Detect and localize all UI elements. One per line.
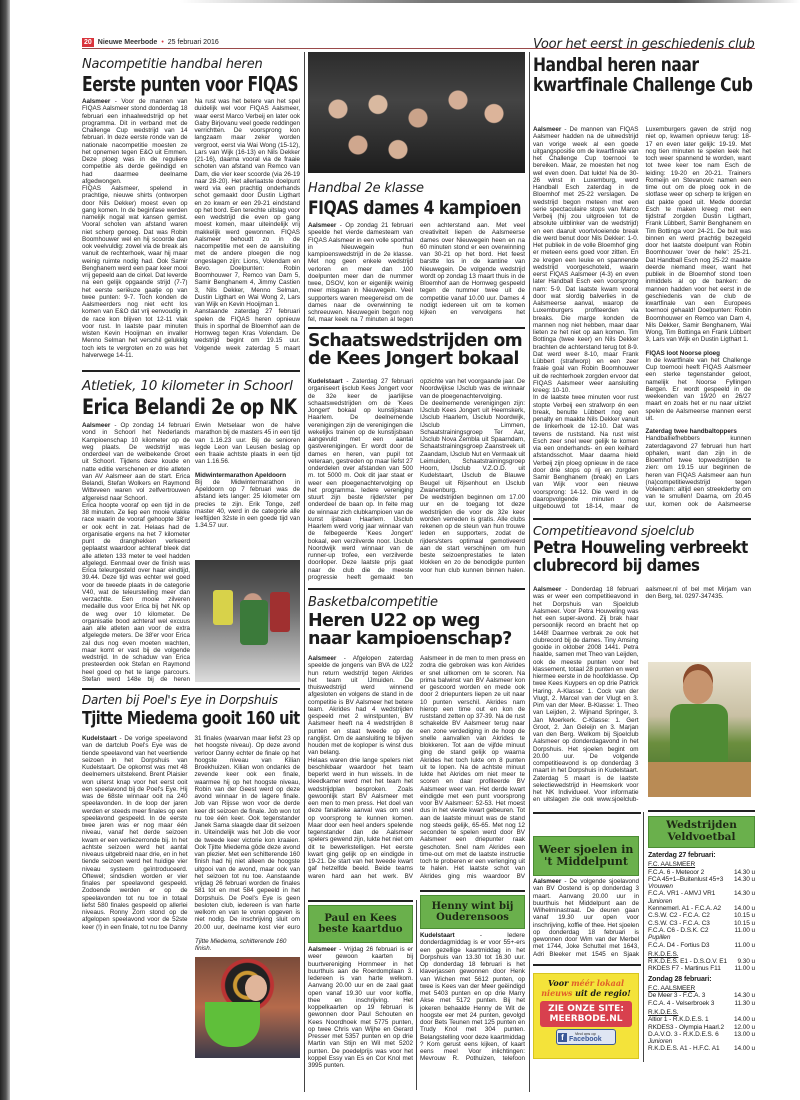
column-divider: [643, 812, 644, 1062]
fixtures-list: [648, 849, 755, 1053]
facebook-icon: f: [558, 1033, 567, 1042]
fixture-time: 11.00 u: [734, 926, 755, 934]
divider: [308, 588, 525, 590]
fixture-category: Vrouwen: [648, 883, 673, 891]
fixture-row: [648, 1016, 755, 1023]
headline-box: [648, 816, 755, 848]
divider: [308, 900, 413, 902]
headline: Tjitte Miedema gooit 160 uit: [82, 708, 300, 729]
fixture-time: 11.00 u: [734, 941, 755, 949]
divider: [533, 518, 751, 520]
fixture-row: [648, 1000, 755, 1007]
team-photo: [308, 52, 525, 173]
fixture-match: F.C.A. VR1 - AMVJ VR1: [648, 890, 716, 898]
fixture-time: 12.00 u: [734, 1023, 755, 1031]
fixture-match: F.C.A. 6 - Meteoor 2: [648, 868, 705, 876]
fixture-row: [648, 965, 755, 972]
dateline: Kudelstaart: [420, 932, 455, 939]
paragraph: - Zaterdag 27 februari organiseert ijsclub Kees Jongert voor de 32e keer de jaarlijkse schaatswedstrijden om de 'Kees Jongert' bokaal op kunstijsbaan Haarlem. De deelnemende verenigingen zijn de verenigingen die wekelijks trainen op de kunstijsbaan aangevuld met een aantal gastverenigingen. Er wordt door de dames en heren, van pupil tot veteraan, gestreden op maar liefst 27 onderdelen over afstanden van 500 m. tot 5000 m. Ook dit jaar staat er weer een ploegenachtervolging op het programma. Iedere vereniging stuurt zijn beste rijder/ster per onderdeel de baan op. In feite mag de winnaar zich clubkampioen van de kunst ijsbaan Haarlem. IJsclub Haarlem werd vorig jaar winnaar van de felbegeerde 'Kees Jongert' bokaal, een verzilverde noor. IJsclub Noordwijk werd winnaar van de runner-up trofee, een verzilverde dooriloper. Deze laatste prijs gaat naar de club die de meeste progressie heeft gemaakt ten opzichte van het voorgaande jaar. De Noordwijkse IJsclub was de winnaar van de ploegenachtervolging.: [308, 378, 525, 581]
fixture-time: 14.00 u: [734, 1016, 755, 1024]
website-banner[interactable]: [540, 1001, 632, 1027]
fixture-time: 13.00 u: [734, 1030, 755, 1038]
scan-edge: [0, 0, 10, 1100]
headline-box: [533, 836, 639, 876]
article-body: [533, 126, 751, 516]
fixture-category: Pupillen: [648, 934, 671, 942]
runner-shirt: [240, 600, 268, 645]
team-faces: [318, 82, 518, 172]
dateline: Aalsmeer: [308, 655, 337, 662]
article-body: [82, 422, 190, 684]
fixture-match: RKDES3 - Olympia Haarl.2: [648, 1023, 724, 1031]
headline: Paul en Kees beste kaartduo: [318, 913, 403, 935]
runner-vest: [213, 590, 233, 625]
dateline: Kudelstaart: [308, 378, 343, 385]
paragraph: - Vrijdag 26 februari is er weer gewoon kaarten bij buurtvereniging Hornmeer in het buurthuis aan de Roerdomplaan 3. Iedereen is van harte welkom. Aanvang 20.00 uur en de zaal gaat open vanaf 19.30 uur voor koffie, thee en inschrijving. Het koppelkaarten op 19 februari is gewonnen door Paul Schouten en Kees Noordhoek met 5775 punten, op twee Chris van Wijhe en Gerard Presser met 5357 punten en op drie Martin van Stijn en Wil met 5202 punten. De poedelprijs was voor het koppel Essy van Es en Cor Knol met 3995 punten.: [308, 946, 413, 1069]
subheading: Midwintermarathon Apeldoorn: [195, 471, 287, 479]
prize-basket: [205, 1002, 260, 1047]
fixture-match: De Meer 3 - F.C.A. 3: [648, 992, 706, 1000]
column-divider: [529, 52, 530, 1092]
article-body: [82, 98, 300, 366]
fixture-time: 14.30 u: [734, 868, 755, 876]
fixture-match: C.S.W. C2 - F.C.A. C2: [648, 912, 710, 920]
paragraph: - De mannen van FIQAS Aalsmeer hadden na de uitwedstrijd van vorige week al een goede uitgangspositie om de kwartfinale van het Challenge Cup toernooi te bereiken. Maar, ze moesten het nog wel even doen. Dat lukte! Na de 30-26 winst in Luxemburg, werd Handball Esch zaterdag in de Bloemhof met 25-22 verslagen. De wedstrijd begon meteen met een serie spectaculaire stops van Marco Verbeij (hij zou uitgroeien tot de absolute uitblinker van de wedstrijd) en een daaruit voortvloeiende break die werd benut door Nils Dekker: 1-0. Het publiek in de volle Bloemhof ging er meteen eens goed voor zitten. En ze kregen een leuke en spannende wedstrijd voorgeschoteld, waarin eerst FIQAS Aalsmeer (4-3) en even later Handball Esch een voorsprong nam: 5-9. Dat laatste kwam vooral door wat slordig balverlies in de Aalsmeerse aanval, waarop de Luxemburgers profiteerden via breaks. Die marge konden de mannen nog niet hebben, maar daar lieten ze het niet op aan komen. Tim Bottinga (twee keer) en Nils Dekker brachten de achterstand terug tot 8-9. Dat werd weer 8-10, maar Frank Lübbert (strafworp) en een zeer fraaie goal van Robin Boomhouwer uit de rechterhoek zorgden ervoor dat FIQAS Aalsmeer weer aansluiting kreeg: 10-10.: [533, 126, 639, 394]
divider: [533, 812, 641, 814]
fixture-match: R.K.D.E.S. A1 - H.F.C. A1: [648, 1045, 720, 1053]
dateline: Aalsmeer: [533, 126, 562, 133]
fixture-time: 14.00 u: [734, 905, 755, 913]
fixture-category: Junioren: [648, 897, 673, 905]
paragraph: - Iedere donderdagmiddag is er voor 55+-ers een gezellige kaartmiddag in het Dorpshuis van 13.30 tot 16.30 uur. Op donderdag 18 februari is het klaverjassen gewonnen door Henk van Wichen met 5612 punten, op twee is Kees van der Meer geëindigd met 5403 punten en op drie Marry Akse met 5172 punten. Bij het jokeren behaalde Henny de Wit de hoogste eer met 24 punten, gevolgd door Bets Teunen met 125 punten en Trudy Knol met 304 punten. Belangstelling voor deze kaartmiddag ? Kom gerust eens kijken, of kaart eens mee! Voor inlichtingen: Mevrouw R. Pothuizen, telefoon: [420, 932, 525, 1062]
headline: Erica Belandi 2e op NK: [82, 395, 297, 419]
paragraph: In de laatste twee minuten voor rust stopte Verbeij een strafworp én een break, benutte Lübbert nog een penalty en maakte Nils Dekker vanuit de linkerhoek de 12-10. Dat was tevens de ruststand. Na rust wist Esch zeer snel weer gelijk te komen via een onderhands- en een keihard afstandsschot. Maar daarna hield Verbeij zijn ploeg opnieuw in de race door drie stops op rij en zorgden Samir Benghanem (break) en Lars van Wijk voor een nieuwe voorsprong: 14-12. Die werd in de daaropvolgende minuten nog uitgebouwd tot 18-14, maar de Luxemburgers gaven de strijd nog niet op, kwamen opnieuw terug: 18-17 en even later gelijk: 19-19. Met nog tien minuten te spelen leek het toch weer spannend te worden, want tot twee keer toe nam Esch de leiding: 19-20 en 20-21. Trainers Romeijn en Stevanovic namen een time out om de ploeg ook in de slotfase weer op scherp te krijgen en dat pakte goed uit. Mede doordat Esch te maken kreeg met een tijdstraf zorgden Dustin Ligthart, Frank Lübbert, Samir Benghanem en Tim Bottinga voor 24-21. De buit was binnen en werd prachtig bezegeld door het laatste doelpunt van Robin Boomhouwer 'over de hele': 25-21. Dat Handball Esch nog 25-22 maakte deerde niemand meer, want het publiek in de Bloemhof stond toen inmiddels al op de banken: de mannen hadden voor het eerst in de geschiedenis van de club de kwartfinale van een Europees toernooi gehaald! Doelpunten: Robin Boomhouwer en Remco van Dam 4, Nils Dekker, Samir Benghanem, Wai Wong, Tim Bottinga en Frank Lübbert 3, Lars van Wijk en Dustin Ligthart 1.: [533, 126, 751, 510]
sjoelbak: [648, 762, 751, 797]
ad-text: uit de regio!: [575, 988, 631, 998]
ad-text: nieuws: [541, 988, 573, 998]
fixture-match: F.C.A. 4 - Velserbroek 3: [648, 999, 715, 1007]
paragraph: Bij de Midwintermarathon in Apeldoorn op 7 februari was de afstand iets langer: 25 kilometer om precies te zijn. Erik Tonge, zelf master 40, werd in de categorie alle leeftijden 32ste in een goede tijd van 1.34.57 uur.: [195, 478, 300, 530]
column-divider: [416, 900, 417, 1090]
paragraph: - Afgelopen zaterdag speelde de jongens van BVA de U22 hun return wedstrijd tegen Akrides het team uit IJmuiden. De thuiswedstrijd werd winnend afgesloten en volgens de stand in de competitie is BV Aalsmeer het betere team. Akrides had 4 wedstrijden gespeeld met 2 winstpunten, BV Aalsmeer heeft na 4 wedstrijden 8 punten en staat tweede op de ranglijst. Om de aansluiting te blijven houden met de koploper is winst dus van belang.: [308, 655, 413, 757]
darts-photo: [195, 957, 300, 1058]
fixture-row: [648, 1031, 755, 1038]
divider: [82, 370, 300, 372]
photo-caption: Tjitte Miedema, schitterende 160 finish.: [195, 938, 287, 953]
fixture-club: R.K.D.E.S.: [648, 950, 679, 958]
fixture-row: [648, 912, 755, 919]
fixture-match: RKDES F7 - Martinus F11: [648, 965, 721, 973]
facebook-button[interactable]: [556, 1029, 616, 1045]
fixture-match: Altior 1 - R.K.D.E.S. 1: [648, 1016, 709, 1024]
paragraph: - Op zondag 21 februari speelde het vierde damesteam van FIQAS Aalsmeer in een volle sporthal in Nieuwegein hun kampioenswedstrijd in de 2e klasse. Met nog geen enkele wedstrijd verloren en meer dan 100 doelpunten meer dan de nummer twee, DSOV, kon er eigenlijk weinig meer misgaan in Nieuwegein. Veel supporters waren meegereisd om de dames naar de overwinning te schreeuwen. Nieuwegein begon nog fel, maar keek na 7 minuten al tegen een achterstand aan. Met veel creativiteit liepen de Aalsmeerse dames over Nieuwegein heen en na 60 minuten stond er een overwinning van 30-21 op het bord. Het feest barstte los in de kantine van Nieuwegein. De volgende wedstrijd wordt op zondag 13 maart thuis in de Bloemhof aan de Hornweg gespeeld tegen de nummer twee uit de competitie vanaf 10.00 uur. Dames 4 nodigt iedereen uit om te komen kijken en vervolgens het: [308, 222, 525, 324]
headline: Henny wint bij Ouderensoos: [431, 901, 514, 923]
paragraph: In de kwartfinale van het Challenge Cup toernooi heeft FIQAS Aalsmeer een sterke tegenstander geloot, namelijk het Noorse Fyllingen Bergen. Er wordt gespeeld in de weekenden van 19/20 en 26/27 maart en zoals het er nu naar uitziet spelen de Aalsmeerse mannen eerst uit.: [645, 356, 751, 422]
paragraph: De wedstrijden beginnen om 17.00 uur en de toegang tot deze wedstrijden die voor de 32e keer worden verreden is gratis. Alle clubs rekenen op de steun van hun trouwe leden en supporters, zodat de rijders/sters optimaal gemotiveerd aan de start verschijnen om hun beste seizoenprestaties te laten klokken en zo de benodigde punten voor hun club kunnen binnen halen.: [420, 494, 525, 574]
issue-date: 25 februari 2016: [167, 39, 219, 46]
fixture-time: 11.00 u: [734, 965, 755, 973]
fixture-row: [648, 1024, 755, 1031]
article-body: [308, 655, 525, 881]
kicker: Competitieavond sjoelclub: [533, 523, 695, 538]
person-head: [683, 670, 713, 704]
fixture-club: R.K.D.E.S.: [648, 1008, 679, 1016]
fixture-time: 14.00 u: [734, 1045, 755, 1053]
article-body: [420, 932, 525, 1062]
newspaper-name: Nieuwe Meerbode: [97, 39, 158, 46]
paragraph: FIQAS Aalsmeer, spelend in prachtige, nieuwe shirts (ontworpen door Nils Dekker) moest even op gang komen. In de beginfase werden namelijk nogal wat kansen gemist. Vooral schoten van afstand waren niet scherp genoeg. Dat was Robin Boomhouwer wel en hij scoorde dan ook veelvuldig: zowel via de break als vanuit de rechterhoek, waar hij maar weinig ruimte nodig had. Ook Samir Benghanem werd een paar keer mooi vrij gepeeld aan de cirkel. Dat leverde na een gelijk opgaande strijd (7-7) het eerste seriëuze gaatje op van twee punten: 9-7. Toch konden de Aalsmeerders nog niet echt los komen van E&O dat vrij eenvoudig in de race kon blijven tot 12-11 vlak voor rust. In laatste paar minuten wisten Kevin Hooijman en invaller Menno Selman het verschil gelukkig toch iets te vergroten en zo was het halverwege 14-11.: [82, 185, 188, 359]
dateline: Aalsmeer: [308, 222, 337, 229]
dateline: Aalsmeer: [82, 98, 111, 105]
headline: FIQAS dames 4 kampioen: [308, 197, 521, 219]
fixture-time: 14.30 u: [734, 875, 755, 883]
dateline: Aalsmeer: [82, 422, 111, 429]
ad-text: ZIE ONZE SITE:: [548, 1004, 624, 1014]
fixture-match: C.S.W. C3 - F.C.A. C3: [648, 919, 710, 927]
subheading: FIQAS loot Noorse ploeg: [645, 349, 721, 357]
fixture-time: 14.30 u: [734, 890, 755, 898]
fixture-day: Zondag 28 februari:: [648, 975, 712, 983]
kicker: Atletiek, 10 kilometer in Schoorl: [82, 378, 293, 394]
fixture-club: F.C. AALSMEER: [648, 861, 696, 869]
ad-text: Facebook: [569, 1036, 602, 1043]
dateline: Aalsmeer: [533, 878, 562, 885]
headline: Petra Houweling verbreekt clubrecord bij dames: [533, 538, 748, 576]
headline: Eerste punten voor FIQAS: [82, 72, 299, 96]
runner-photo: [195, 560, 300, 682]
fixture-row: [648, 1045, 755, 1052]
article-body: [308, 222, 525, 324]
divider: [308, 327, 525, 329]
headline: Heren U22 op weg naar kampioenschap?: [308, 611, 512, 650]
kicker: Voor het eerst in geschiedenis club: [533, 37, 755, 52]
fixture-day: Zaterdag 27 februari:: [648, 852, 716, 859]
paragraph: Aanstaande zaterdag 27 februari spelen de FIQAS heren opnieuw thuis in sporthal de Bloemhof aan de Hornweg tegen Kras Volendam. De wedstrijd begint om 19.15 uur. Volgende week zaterdag 5 maart: [194, 308, 300, 352]
paragraph: Na rust was het betere van het spel duidelijk wel voor FIQAS Aalsmeer, waar eerst Marco Verbeij en later ook Gaby Birjovanu veel goede reddingen verrichtten. De voorsprong kon langzaam maar zeker worden vergroot, eerst via Wai Wong (15-12), Lars van Wijk (16-13) en Nils Dekker (21-16), daarna vooral via de fraaie schoten van afstand van Remco van Dam, die vier keer scoorde (via 26-19 naar 28-20). Het allerlaatste doelpunt werd via een prachtig onderhands schot gemaakt door Dustin Ligthart en zo kwam er een 29-21 eindstand op het bord. Een terechte uitslag voor een wedstrijd die even op gang moest komen, maar uiteindelijk vrij makkelijk werd gewonnen. FIQAS Aalsmeer behoudt zo in de nacompetitie met een de aansluiting met de andere ploegen die nog ongeslagen zijn: Lions, Volendam en Bevo. Doelpunten: Robin Boomhouwer 7, Remco van Dam 5, Samir Benghanem 4, Jimmy Castien 3, Nils Dekker, Menno Selman, Dustin Ligthart en Wai Wong 2, Lars van Wijk en Kevin Hooijman 1.: [194, 98, 300, 308]
fixture-match: R.K.D.E.S. E1 - D.S.O.V. E1: [648, 958, 728, 966]
ad-text: méér lokaal: [571, 978, 625, 988]
article-body: [308, 946, 413, 1092]
runner-shirt: [270, 592, 290, 632]
fixture-row: [648, 869, 755, 876]
divider: [420, 890, 525, 892]
fixture-row: [648, 992, 755, 999]
article-body: [533, 878, 639, 958]
paragraph: - Donderdag 18 februari was er weer een competitieavond in het Dorpshuis van Sjoelclub Aalsmeer. Voor Petra Houweling was het een super-avond. Zij brak haar persoonlijk record en bracht het op 1448! Daarmee verbrak ze ook het clubrecord bij de dames. Tiny Amsing gooide in oktober 2008 1441. Petra haalde, samen met Theo van Leijden, ook de meeste punten voor het klassement, totaal 28 punten en werd hiermee eerste in de hoofdklasse. Op twee Kees Kuypers en op drie Patrick Haring. A-Klasse: 1. Cock van der Vlugt, 2. Marcel van der Vlugt en 3. Pim van der Meer. B-Klasse: 1. Theo van Leijden, 2. Wijnand Springer, 3. Jan Moerkerk. C-Klasse: 1. Gert Groot, 2. Jan Geleijn en 3. Marjan van den Berg. Welkom bij Sjoelclub Aalsmeer op donderdagavond in het Dorpshuis. Het sjoelen begint om 20.00 uur. De volgende competitieavond is op donderdag 3 maart in het Dorpshuis in Kudelstaart. Zaterdag 5 maart is de laatste selectiewedstrijd in Heemskerk voor het NK Individueel. Voor informatie en uitslagen zie ook www.sjoelclub-aalsmeer.nl of bel met Mirjam van den Berg, tel. 0297-347435.: [533, 586, 751, 804]
ad-text: Voor: [547, 978, 569, 988]
article-body: [82, 735, 300, 935]
ad-text: Vind ons op: [574, 1031, 596, 1036]
paragraph: - De volgende sjoelavond van BV Oostend is op donderdag 3 maart. Aanvang 20.00 uur in buurthuis het Middelpunt aan de Wilhelminastraat. De deuren gaan vanaf 19.30 uur open voor inschrijving, koffie of thee. Het sjoelen op donderdag 18 februari is gewonnen door Wim van der Merbel met 1744, Joke Schuttel met 1643, Adri Bleeker met 1545 en Sjaak: [533, 878, 639, 958]
page-number: 20: [84, 39, 92, 46]
fixture-match: Kennemerl. A1 - F.C.A. A2: [648, 905, 722, 913]
headline: Weer sjoelen in 't Middelpunt: [538, 842, 634, 868]
meerbode-website-ad[interactable]: [533, 973, 639, 1059]
paragraph: De deelnemende verenigingen zijn: IJsclub Kees Jongert uit Heemskerk, IJsclub Haarlem, IJsclub Noordwijk, IJsclub Limmen, Schaatstrainingsgroep Ter Aar, IJsclub Nova Zembla uit Spaarndam, Schaatstrainingsgroep Zaanstreek uit Zaandam, IJsclub Nut en Vermaak uit Leimuiden, Schaatstrainingsgroep Hoorn, IJsclub V.Z.O.D. uit Kudelstaart, IJsclub de Blauwe Beugel uit Rijsenhout en IJsclub Zwanenburg.: [420, 399, 525, 494]
fixture-match: FCA 45+1–Buitenlust 45+3: [648, 875, 724, 883]
fixture-time: 10.15 u: [734, 919, 755, 927]
paragraph: - Op zondag 14 februari vond in Schoorl het Nederlands Kampioenschap 10 kilometer op de weg plaats. De wedstrijd was onderdeel van de welbekende Groet uit Schoorl. Tijdens deze koude en natte editie verschenen er drie atleten van AV Aalsmeer aan de start. Erica Belandi, Stefan Wolkers en Raymond Witteveen waren vol zelfvertrouwen afgereisd naar Schoorl.: [82, 422, 190, 502]
fixture-match: F.C.A. D4 - Fortius D3: [648, 941, 710, 949]
fixture-match: F.C.A. C6 - D.S.K. C2: [648, 926, 709, 934]
scan-shadow: [180, 0, 800, 3]
headline-box: [308, 905, 413, 943]
separator: •: [161, 39, 164, 46]
kicker: Nacompetitie handbal heren: [82, 57, 263, 72]
fixtures-title: Wedstrijden Veldvoetbal: [666, 819, 737, 843]
fixture-time: 11.30 u: [734, 999, 755, 1007]
subheading: Zaterdag twee handbaltoppers: [645, 428, 737, 435]
paragraph: Handballiefhebbers kunnen zaterdagavond 27 februari hun hart ophalen, want dan zijn in de Bloemhof twee topwedstrijden te zien: om 19.15 uur beginnen de heren van FIQAS Aalsmeer aan hun (na)competitiewedstrijd tegen Volendam: altijd een streekderby om van te smullen! Daarna, om 20.45 uur, komen ook de Aalsmeerse: [645, 435, 751, 508]
fixture-time: 9.30 u: [737, 958, 755, 966]
paragraph: Erica hoopte vooraf op een tijd in de 38 minuten. Ze liep een mooie vlakke race waarin de vooraf gehoopte 38'er er ook echt in zat. Helaas had de organisatie ergens na het 7 kilometer punt de dranghekken verkeerd geplaatst waardoor achteraf bleek dat alle atleten 133 meter te veel hadden afgelegd. Eenmaal over de finish was Erica teleurgesteld over haar eindtijd, 39.44. Deze tijd was echter wel goed voor de tweede plaats in de categorie V40, wat de teleurstelling meer dan verzachtte. Een mooie zilveren medaille dus voor Erica bij het NK op de weg over 10 kilometer. De organisatie bood achteraf wel excuus aan alle atleten aan voor de extra afgelegde meters. De 38'er voor Erica zal dus nog even moeten wachten, maar komt er vast bij de volgende wedstrijd. In de schaduw van Erica presteerden ook Stefan en Raymond heel goed op het te lange parcours. Stefan werd 148e bij de heren: [82, 501, 190, 683]
fixture-match: D.A.V.O. 3 - R.K.D.E.S. 6: [648, 1030, 719, 1038]
article-body-continued: [195, 422, 300, 556]
kicker: Darten bij Poel's Eye in Dorpshuis: [82, 693, 278, 707]
dateline: Kudelstaart: [82, 735, 117, 742]
article-body: [308, 378, 525, 583]
website-url: MEERBODE.NL: [549, 1014, 623, 1024]
paragraph: Erwin Metselaar won de halve marathon bij de masters 45 in een tijd van 1.16.23 uur. Bij de senioren legde Leon van Leusen beslag op een fraaie achtste plaats in een tijd van 1.16.56.: [195, 422, 300, 466]
paragraph: - De vorige speelavond van de dartclub Poel's Eye was de tiende speelavond van het veertiende seizoen in het Dorpshuis van Kudelstaart. De opkomst was met 48 deelnemers uitstekend. Brent Plaisier won uiterst knap voor het eerst ooit een speelavond bij de Poel's Eye. Hij was de 68ste winnaar ooit na 240 speelavonden. In de loop der jaren werden er steeds meer finales op een speelavond gespeeld. In de eerste twee jaren was er nog maar één niveau, vanaf het derde seizoen kwam er een verliezerronde bij. In het achtste seizoen werd het aantal niveaus uitgebreid naar drie, en in het tiende seizoen werd het huidige vier niveau systeem geïntroduceerd. Oftewel; sindsdien worden er vier finales per speelavond gespeeld. Zodoende werden er op de speelavonden tot nu toe in totaal liefst 580 finales gespeeld op allerlei niveaus. Ronny Zorn stond op de afgelopen speelavond voor de 52ste keer (!) in een finale, tot nu toe Danny 31 finales (waarvan maar liefst 23 op het hoogste niveau). Op deze avond verloor Danny echter de finale op het hoogste niveau van Kilian Broekhuizen. Kilian won ondanks de zevende keer ook een finale, waarmee hij op het hoogste niveau, Robin van der Geest werd op deze avond winnaar in de lagere finale. Job van Rijsse won voor de derde keer dit seizoen de finale. Job won tot nu toe één keer. Ook tegenstander Janek Sama slaagde daar dit seizoen in. Uiteindelijk was het Job die voor de tweede keer victorie kon kraaien. Ook Tjitte Miedema gôde deze avond van plezier. Met een schitterende 160 finish had hij niet alleen de hoogste uitgooi van de avond, maar ook van het seizoen tot nu toe. Aanstaande vrijdag 26 februari worden de finales 581 tot en met 584 gepeeld in het Dorpshuis. De Poel's Eye is geen besloten club, iedereen is van harte welkom en van te voren opgeven is niet nodig. De inschrijving sluit om 20.00 uur, deelname kost vier euro: [82, 735, 300, 931]
headline-box: [420, 895, 525, 929]
fixture-row: [648, 920, 755, 927]
fixture-category: Junioren: [648, 1038, 673, 1046]
divider: [82, 688, 300, 690]
dateline: Aalsmeer: [308, 946, 337, 953]
paragraph: Helaas waren drie lange spelers niet beschikbaar waardoor het team beperkt werd in hun wissels. In de kleedkamer werd met het team het wedstrijdplan besproken. Zoals gewoonlijk start BV Aalsmeer met een men to men press. Het doel van deze fanatieke aanval was om snel op voorsprong te kunnen komen. Maar door een heel anders spelende tegenstander dan de Aalsmeer spelers gewend zijn, lukte het niet om dit te bewerkstelligen. Het eerste kwart ging gelijk op en eindigde in 19-21. De start van het tweede kwart gaf hetzelfde beeld. Beide teams waren hard aan het werk. BV Aalsmeer in de men to men press en zodra die gebroken was kon Akrides er snel uitkomen om te scoren. Na prima balwinst van BV Aalsmeer kon er gescoord worden en mede ook door 2 driepunters liepen ze uit naar 10 punten verschil. Akrides nam hierop een time out en kon de ruststand zetten op 37-39. Na de rust schakelde BV Aalsmeer terug naar een zone verdediging in de hoop de snelle aanvallen van Akrides te blokkeren. Tot aan de vijfde minuut ging de stand gelijk op waarna Akrides het toch lukte om 8 punten uit te lopen. Na de achtste minuut lukte het Akrides om niet meer te scoren en daar profiteerde BV Aalsmeer weer van. Het derde kwart eindigde met een punt voorsprong voor BV Aalsmeer: 52-53. Het moest dus in het vierde kwart gebeuren. Tot aan de laatste minuut was de stand nog steeds gelijk, 65-65. Met nog 12 seconden te spelen werd door BV Aalsmeer een driepunter raak geschoten. Snel nam Akrides een time-out om met de laatste instructie toch te proberen er een verlenging uit te halen. Het laatste schot van Akrides ging mis waardoor BV: [308, 655, 525, 880]
headline: Schaatswedstrijden om de Kees Jongert bokaal: [308, 331, 523, 370]
person-face: [245, 975, 267, 1001]
paragraph: - Voor de mannen van FIQAS Aalsmeer stond donderdag 18 februari een inhaalwedstrijd op het programma. Dit in verband met de Challenge Cup wedstrijd van 14 februari. In deze eerste ronde van de nationale nacompetitie moesten ze het opnemen tegen E&O uit Emmen. Deze ploeg was in de reguliere competitie als derde geëindigd en had daarmee deelname afgedwongen.: [82, 98, 188, 185]
kicker: Basketbalcompetitie: [308, 595, 438, 610]
fixture-row: [648, 942, 755, 949]
fixture-row: [648, 890, 755, 897]
column-divider: [304, 52, 305, 1092]
divider: [533, 964, 641, 966]
fixture-time: 14.30 u: [734, 992, 755, 1000]
divider: [648, 810, 755, 812]
person-shirt: [670, 704, 728, 764]
dateline: Aalsmeer: [533, 586, 562, 593]
sjoel-photo: [648, 662, 751, 797]
fixture-club: F.C. AALSMEER: [648, 985, 696, 993]
fixture-row: [648, 958, 755, 965]
fixture-time: 10.15 u: [734, 912, 755, 920]
fixture-row: [648, 927, 755, 934]
fixture-row: [648, 876, 755, 883]
fixture-row: [648, 905, 755, 912]
headline: Handbal heren naar kwartfinale Challenge Cub: [533, 54, 753, 96]
kicker: Handbal 2e klasse: [308, 181, 424, 196]
